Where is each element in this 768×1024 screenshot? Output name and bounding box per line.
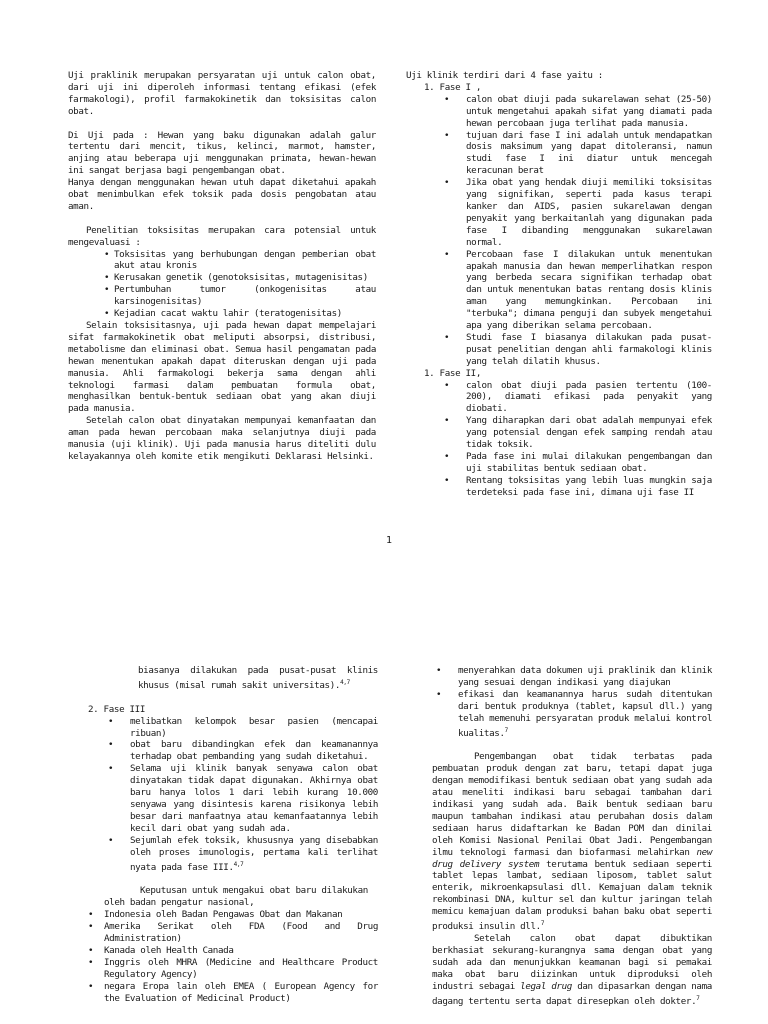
paragraph-drug-development: Pengembangan obat tidak terbatas pada pembuatan produk dengan zat baru, tetapi dapat juga dengan memodifikasi bentuk sediaan obat yang sudah ada atau meneliti indikasi baru sebagai tambahan dari indikasi yang sudah ada. Baik bentuk sediaan baru maupun tambahan indikasi atau perubahan dosis dalam sediaan harus didaftarkan ke Badan POM dan dinilai oleh Komisi Nasional Penilai Obat Jadi. Pengembangan ilmu teknologi farmasi dan biofarmasi melahirkan new drug delivery system terutama bentuk sediaan seperti tablet lepas lambat, sediaan liposom, tablet salut enterik, mikroenkapsulasi dll. Kemajuan dalam teknik rekombinasi DNA, kultur sel dan kultur jaringan telah memicu kemajuan dalam produksi bahan baku obat seperti produksi insulin dll.$^7$ bbox=[432, 751, 712, 933]
phase-1-heading: 1. Fase I , bbox=[424, 81, 481, 93]
paragraph-legal-drug: Setelah calon obat dapat dibuktikan berkhasiat sekurang-kurangnya sama dengan obat yang sudah ada dan menunjukkan keamanan bagi si pemakai maka obat baru diizinkan untuk diproduksi oleh industri sebagai legal drug dan dipasarkan dengan nama dagang tertentu serta dapat diresepkan oleh dokter.$^7$ bbox=[432, 933, 712, 1007]
list-item: • Sejumlah efek toksik, khususnya yang disebabkan oleh proses imunologis, pertama kali terlihat nyata pada fase III.$^{4,7}$ bbox=[130, 835, 378, 874]
paragraph-pharmacokinetics: Selain toksisitasnya, uji pada hewan dapat mempelajari sifat farmakokinetik obat meliputi absorpsi, distribusi, metabolisme dan eliminasi obat. Semua hasil pengamatan pada hewan menentukan apakah dapat diteruskan dengan uji pada manusia. Ahli farmakologi bekerja sama dengan ahli teknologi farmasi dalam pembuatan formula obat, menghasilkan bentuk-bentuk sediaan obat yang akan diuji pada manusia. bbox=[68, 320, 376, 415]
citation-ref: 7 bbox=[696, 994, 700, 1002]
clinical-phases-intro: Uji klinik terdiri dari 4 fase yaitu : bbox=[406, 70, 603, 81]
paragraph-approval-decision: Keputusan untuk mengakui obat baru dilakukan oleh badan pengatur nasional, bbox=[104, 885, 368, 909]
citation-ref: 4,7 bbox=[233, 860, 244, 868]
paragraph-clinical-transition: Setelah calon obat dinyatakan mempunyai kemanfaatan dan aman pada hewan percobaan maka selanjutnya diuji pada manusia (uji klinik). Uji pada manusia harus diteliti dulu kelayakannya oleh komite etik mengikuti Deklarasi Helsinki. bbox=[68, 415, 376, 462]
paragraph-whole-animal: Hanya dengan menggunakan hewan utuh dapat diketahui apakah obat menimbulkan efek toksik pada dosis pengobatan atau aman. bbox=[68, 177, 376, 212]
list-item: • menyerahkan data dokumen uji praklinik dan klinik yang sesuai dengan indikasi yang diajukan bbox=[458, 665, 712, 689]
paragraph-animal-test: Di Uji pada : Hewan yang baku digunakan adalah galur tertentu dari mencit, tikus, kelinci, marmot, hamster, anjing atau beberapa uji menggunakan primata, hewan-hewan ini sangat berjasa bagi pengembangan obat. bbox=[68, 129, 376, 177]
list-item: • Kerusakan genetik (genotoksisitas, mutagenisitas) bbox=[114, 272, 376, 284]
page2-left-column bbox=[88, 665, 378, 1004]
citation-ref: 7 bbox=[540, 920, 545, 928]
list-item: • Selama uji klinik banyak senyawa calon obat dinyatakan tidak dapat digunakan. Akhirnya obat baru hanya lolos 1 dari lebih kurang 10.000 senyawa yang disintesis karena risikonya lebih besar dari manfaatnya atau kemanfaatannya lebih kecil dari obat yang sudah ada. bbox=[130, 763, 378, 834]
agency-list bbox=[88, 909, 378, 1004]
phase-1-list bbox=[406, 94, 712, 368]
list-item: • Toksisitas yang berhubungan dengan pemberian obat akut atau kronis bbox=[114, 249, 376, 273]
toxicity-bullet-list bbox=[68, 249, 376, 320]
list-item: • Kejadian cacat waktu lahir (teratogenisitas) bbox=[114, 308, 376, 320]
page1-left-column bbox=[68, 70, 376, 463]
list-item: • negara Eropa lain oleh EMEA ( European Agency for the Evaluation of Medicinal Product) bbox=[104, 981, 378, 1005]
list-item: • Yang diharapkan dari obat adalah mempunyai efek yang potensial dengan efek samping rendah atau tidak toksik. bbox=[466, 415, 712, 451]
phase-3-heading: 2. Fase III bbox=[88, 703, 145, 715]
phase-2-heading: 1. Fase II, bbox=[424, 367, 481, 379]
list-item: • Pada fase ini mulai dilakukan pengembangan dan uji stabilitas bentuk sediaan obat. bbox=[466, 451, 712, 475]
list-item: • calon obat diuji pada sukarelawan sehat (25-50) untuk mengetahui apakah sifat yang diamati pada hewan percobaan juga terlihat pada manusia. bbox=[466, 94, 712, 130]
list-item: • Jika obat yang hendak diuji memiliki toksisitas yang signifikan, seperti pada kasus terapi kanker dan AIDS, pasien sukarelawan dengan penyakit yang berkaitanlah yang digunakan pada fase I dibanding menggunakan sukarelawan normal. bbox=[466, 177, 712, 248]
list-item: • Amerika Serikat oleh FDA (Food and Drug Administration) bbox=[104, 921, 378, 945]
list-item: • Pertumbuhan tumor (onkogenisitas atau karsinogenisitas) bbox=[114, 284, 376, 308]
list-item: • tujuan dari fase I ini adalah untuk mendapatkan dosis maksimum yang dapat ditoleransi, namun studi fase I ini diatur untuk mencegah keracunan berat bbox=[466, 130, 712, 178]
requirements-list bbox=[406, 665, 712, 740]
citation-ref: 7 bbox=[504, 726, 508, 734]
page-number: 1 bbox=[386, 535, 393, 546]
list-item: • calon obat diuji pada pasien tertentu (100-200), diamati efikasi pada penyakit yang diobati. bbox=[466, 380, 712, 416]
list-item: • Indonesia oleh Badan Pengawas Obat dan Makanan bbox=[104, 909, 378, 921]
list-item: • Inggris oleh MHRA (Medicine and Healthcare Product Regulatory Agency) bbox=[104, 957, 378, 981]
page2-right-column bbox=[406, 665, 712, 1008]
phase-2-continuation: biasanya dilakukan pada pusat-pusat klinis khusus (misal rumah sakit universitas).$^{4,7}$ bbox=[138, 665, 378, 691]
list-item: • Kanada oleh Health Canada bbox=[104, 945, 378, 957]
paragraph-preclinical-intro: Uji praklinik merupakan persyaratan uji untuk calon obat, dari uji ini diperoleh informasi tentang efikasi (efek farmakologi), profil farmakokinetik dan toksisitas calon obat. bbox=[68, 70, 376, 117]
list-item: • obat baru dibandingkan efek dan keamanannya terhadap obat pembanding yang sudah diketahui. bbox=[130, 739, 378, 763]
phase-2-list bbox=[406, 380, 712, 499]
page1-right-column bbox=[406, 70, 712, 499]
list-item: • Percobaan fase I dilakukan untuk menentukan apakah manusia dan hewan memperlihatkan respon yang berbeda secara signifikan terhadap obat dan untuk menentukan batas rentang dosis klinis aman yang memungkinkan. Percobaan ini "terbuka"; dimana penguji dan subyek mengetahui apa yang diberikan selama percobaan. bbox=[466, 249, 712, 332]
list-item: • Studi fase I biasanya dilakukan pada pusat-pusat penelitian dengan ahli farmakologi klinis yang telah dilatih khusus. bbox=[466, 332, 712, 368]
list-item: • efikasi dan keamanannya harus sudah ditentukan dari bentuk produknya (tablet, kapsul dll.) yang telah memenuhi persyaratan produk melalui kontrol kualitas.$^7$ bbox=[458, 689, 712, 740]
citation-ref: 4,7 bbox=[340, 678, 350, 686]
phase-3-list bbox=[88, 716, 378, 874]
paragraph-toxicity-intro: Penelitian toksisitas merupakan cara potensial untuk mengevaluasi : bbox=[68, 224, 376, 248]
list-item: • Rentang toksisitas yang lebih luas mungkin saja terdeteksi pada fase ini, dimana uji fase II bbox=[466, 475, 712, 499]
list-item: • melibatkan kelompok besar pasien (mencapai ribuan) bbox=[130, 716, 378, 740]
